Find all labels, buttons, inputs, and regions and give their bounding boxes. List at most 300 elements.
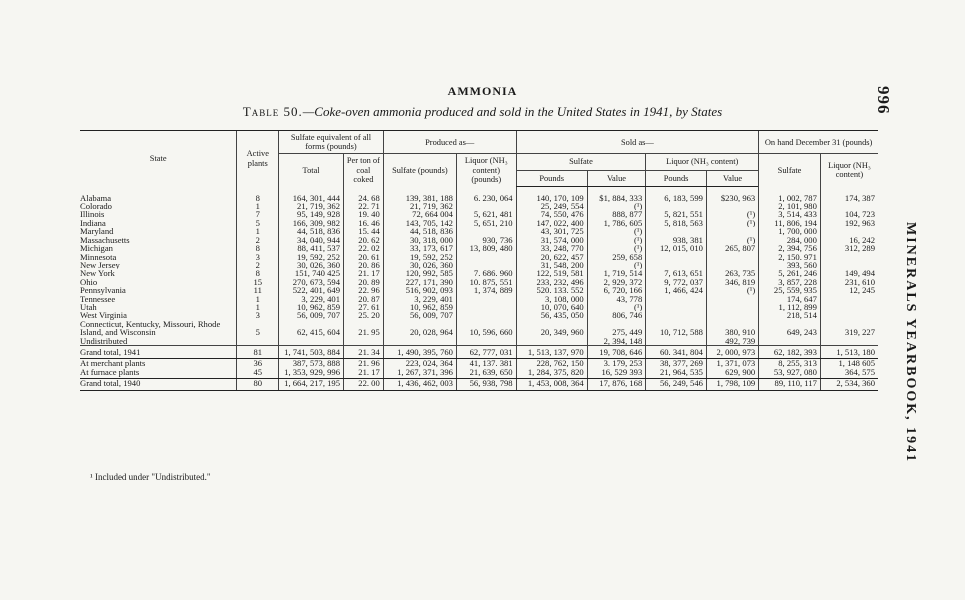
active-plants-cell: 81: [237, 345, 279, 358]
table-label: Table 50.: [242, 104, 303, 119]
sold-sulfate-pounds-cell: 25, 249, 554: [516, 202, 587, 210]
table-row: [80, 269, 878, 277]
sold-liquor-value-cell: [706, 303, 758, 311]
produced-sulfate-cell: 30, 026, 360: [383, 261, 456, 269]
total-cell: 88, 411, 537: [279, 244, 344, 252]
table-caption: —Coke-oven ammonia produced and sold in the United States in 1941, by States: [302, 104, 723, 119]
total-header: Total: [279, 154, 344, 186]
sold-liquor-value-cell: [706, 295, 758, 303]
produced-liquor-cell: 1, 374, 889: [456, 286, 516, 294]
produced-liquor-cell: [456, 311, 516, 319]
section-heading: AMMONIA: [447, 84, 518, 98]
spacer-cell: [759, 186, 821, 194]
sold-liquor-pounds-cell: 56, 249, 546: [646, 379, 707, 390]
state-cell: Connecticut, Kentucky, Missouri, Rhode Island, and Wisconsin: [80, 319, 221, 337]
sold-sulfate-value-cell: 19, 708, 646: [587, 345, 646, 358]
table-row: [80, 227, 878, 235]
grand-total-1940-row: [80, 379, 878, 390]
on-hand-liquor-cell: [820, 202, 878, 210]
sold-sulfate-header: Sulfate: [516, 154, 646, 170]
total-cell: 1, 353, 929, 996: [279, 368, 344, 379]
per-ton-cell: 21. 96: [344, 359, 384, 368]
table-row: [80, 244, 878, 252]
per-ton-cell: 27. 61: [344, 303, 384, 311]
sold-sulfate-pounds-cell: 31, 574, 000: [516, 236, 587, 244]
sold-liquor-pounds-cell: [646, 261, 707, 269]
active-plants-cell: 3: [237, 311, 279, 319]
sold-sulfate-value-header: Value: [587, 170, 646, 186]
state-cell: New York: [80, 269, 115, 278]
produced-sulfate-header: Sulfate (pounds): [383, 154, 456, 186]
on-hand-sulfate-cell: 1, 002, 787: [759, 194, 821, 202]
produced-liquor-cell: [456, 303, 516, 311]
active-plants-cell: 1: [237, 295, 279, 303]
sold-sulfate-pounds-cell: 43, 301, 725: [516, 227, 587, 235]
total-cell: 3, 229, 401: [279, 295, 344, 303]
sold-liquor-value-cell: (¹): [706, 210, 758, 218]
sold-liquor-pounds-cell: 10, 712, 588: [646, 320, 707, 337]
spacer-cell: [80, 186, 237, 194]
produced-liquor-cell: [456, 337, 516, 346]
on-hand-sulfate-cell: 53, 927, 080: [759, 368, 821, 379]
produced-sulfate-cell: 56, 009, 707: [383, 311, 456, 319]
sold-liquor-pounds-cell: 7, 613, 651: [646, 269, 707, 277]
per-ton-cell: 20. 87: [344, 295, 384, 303]
on-hand-liquor-cell: 149, 494: [820, 269, 878, 277]
state-cell: Michigan: [80, 244, 113, 253]
per-ton-cell: 21. 17: [344, 368, 384, 379]
on-hand-liquor-cell: 364, 575: [820, 368, 878, 379]
active-plants-cell: 80: [237, 379, 279, 390]
on-hand-sulfate-cell: 174, 647: [759, 295, 821, 303]
sold-liquor-pounds-header: Pounds: [646, 170, 707, 186]
produced-liquor-cell: 6. 230, 064: [456, 194, 516, 202]
sold-sulfate-value-cell: 2, 929, 372: [587, 278, 646, 286]
state-cell: Alabama: [80, 193, 112, 203]
table-row: [80, 278, 878, 286]
sold-sulfate-pounds-header: Pounds: [516, 170, 587, 186]
active-plants-cell: 2: [237, 236, 279, 244]
produced-sulfate-cell: 1, 267, 371, 396: [383, 368, 456, 379]
produced-sulfate-cell: 19, 592, 252: [383, 253, 456, 261]
produced-liquor-cell: 7. 686. 960: [456, 269, 516, 277]
active-plants-cell: 1: [237, 303, 279, 311]
total-cell: 387, 573, 888: [279, 359, 344, 368]
per-ton-cell: 21. 34: [344, 345, 384, 358]
sold-sulfate-pounds-cell: 233, 232, 496: [516, 278, 587, 286]
on-hand-header: On hand December 31 (pounds): [759, 131, 878, 154]
sold-liquor-pounds-cell: [646, 227, 707, 235]
footnote: ¹ Included under "Undistributed.": [90, 472, 211, 482]
on-hand-sulfate-cell: 8, 255, 313: [759, 359, 821, 368]
produced-sulfate-cell: 33, 173, 617: [383, 244, 456, 252]
sold-liquor-pounds-cell: 21, 964, 535: [646, 368, 707, 379]
active-plants-cell: 1: [237, 202, 279, 210]
table-row: [80, 194, 878, 202]
on-hand-liquor-cell: 16, 242: [820, 236, 878, 244]
produced-liquor-cell: 62, 777, 031: [456, 345, 516, 358]
active-plants-cell: 7: [237, 210, 279, 218]
sold-liquor-value-cell: 263, 735: [706, 269, 758, 277]
produced-liquor-cell: 13, 809, 480: [456, 244, 516, 252]
on-hand-sulfate-cell: 1, 700, 000: [759, 227, 821, 235]
sold-liquor-value-cell: 265, 807: [706, 244, 758, 252]
sold-liquor-pounds-cell: 6, 183, 599: [646, 194, 707, 202]
page-number: 996: [874, 86, 893, 115]
sold-sulfate-value-cell: 275, 449: [587, 320, 646, 337]
active-plants-cell: [237, 337, 279, 346]
sold-sulfate-pounds-cell: 122, 519, 581: [516, 269, 587, 277]
active-plants-cell: 5: [237, 320, 279, 337]
state-cell: Utah: [80, 302, 97, 312]
produced-sulfate-cell: 3, 229, 401: [383, 295, 456, 303]
sold-liquor-value-cell: 2, 000, 973: [706, 345, 758, 358]
sulfate-equivalent-header: Sulfate equivalent of all forms (pounds): [279, 131, 384, 154]
sold-liquor-pounds-cell: 5, 821, 551: [646, 210, 707, 218]
state-cell: Tennessee: [80, 294, 116, 303]
spacer-cell: [237, 186, 279, 194]
on-hand-liquor-cell: [820, 261, 878, 269]
sold-sulfate-pounds-cell: 147, 022, 400: [516, 219, 587, 227]
produced-liquor-cell: 5, 621, 481: [456, 210, 516, 218]
sold-liquor-value-cell: (¹): [706, 286, 758, 294]
active-plants-cell: 8: [237, 194, 279, 202]
per-ton-cell: 22. 02: [344, 244, 384, 252]
on-hand-liquor-header: Liquor (NH₃ content): [820, 154, 878, 186]
per-ton-cell: 20. 89: [344, 278, 384, 286]
merchant-plants-row: [80, 359, 878, 368]
on-hand-sulfate-cell: 25, 559, 935: [759, 286, 821, 294]
produced-liquor-cell: 56, 938, 798: [456, 379, 516, 390]
table-row: [80, 219, 878, 227]
sold-liquor-pounds-cell: 9, 772, 037: [646, 278, 707, 286]
sold-sulfate-pounds-cell: 140, 170, 109: [516, 194, 587, 202]
sold-sulfate-value-cell: 43, 778: [587, 295, 646, 303]
produced-liquor-cell: 21, 639, 650: [456, 368, 516, 379]
produced-liquor-cell: [456, 261, 516, 269]
sold-liquor-value-cell: (¹): [706, 236, 758, 244]
spacer-cell: [646, 186, 707, 194]
on-hand-liquor-cell: [820, 303, 878, 311]
on-hand-sulfate-cell: 218, 514: [759, 311, 821, 319]
total-cell: 56, 009, 707: [279, 311, 344, 319]
active-plants-cell: 1: [237, 227, 279, 235]
sold-sulfate-pounds-cell: 1, 513, 137, 970: [516, 345, 587, 358]
produced-sulfate-cell: 223, 024, 364: [383, 359, 456, 368]
sold-liquor-pounds-cell: [646, 253, 707, 261]
total-cell: 10, 962, 859: [279, 303, 344, 311]
sold-liquor-pounds-cell: [646, 311, 707, 319]
total-cell: 164, 301, 444: [279, 194, 344, 202]
active-plants-header: Active plants: [237, 131, 279, 187]
table-row: [80, 337, 878, 346]
per-ton-cell: 24. 68: [344, 194, 384, 202]
sold-as-header: Sold as—: [516, 131, 759, 154]
produced-sulfate-cell: 1, 490, 395, 760: [383, 345, 456, 358]
produced-as-header: Produced as—: [383, 131, 516, 154]
sold-sulfate-pounds-cell: 1, 453, 008, 364: [516, 379, 587, 390]
sold-liquor-pounds-cell: [646, 295, 707, 303]
state-cell: Undistributed: [80, 336, 128, 346]
sold-liquor-value-cell: 629, 900: [706, 368, 758, 379]
state-cell: Colorado: [80, 202, 112, 211]
per-ton-cell: 25. 20: [344, 311, 384, 319]
state-cell: Massachusetts: [80, 235, 130, 245]
on-hand-liquor-cell: 2, 534, 360: [820, 379, 878, 390]
produced-sulfate-cell: [383, 337, 456, 346]
sold-sulfate-value-cell: 16, 529 393: [587, 368, 646, 379]
sold-sulfate-pounds-cell: 228, 762, 150: [516, 359, 587, 368]
total-cell: 151, 740 425: [279, 269, 344, 277]
sold-sulfate-pounds-cell: 31, 548, 200: [516, 261, 587, 269]
per-ton-cell: 20. 61: [344, 253, 384, 261]
total-cell: 1, 741, 503, 884: [279, 345, 344, 358]
produced-sulfate-cell: 139, 381, 188: [383, 194, 456, 202]
table-row: [80, 253, 878, 261]
spacer-cell: [456, 186, 516, 194]
per-ton-cell: 20. 62: [344, 236, 384, 244]
sold-sulfate-value-cell: (¹): [587, 236, 646, 244]
on-hand-liquor-cell: [820, 253, 878, 261]
on-hand-sulfate-cell: 89, 110, 117: [759, 379, 821, 390]
table-row: [80, 261, 878, 269]
total-cell: 62, 415, 604: [279, 320, 344, 337]
sold-liquor-value-cell: (¹): [706, 219, 758, 227]
on-hand-sulfate-cell: 2, 394, 756: [759, 244, 821, 252]
per-ton-cell: 21. 95: [344, 320, 384, 337]
on-hand-sulfate-cell: 2, 101, 980: [759, 202, 821, 210]
per-ton-cell: [344, 337, 384, 346]
produced-sulfate-cell: 44, 518, 836: [383, 227, 456, 235]
on-hand-liquor-cell: 312, 289: [820, 244, 878, 252]
on-hand-liquor-cell: [820, 337, 878, 346]
sold-sulfate-value-cell: 3. 179, 253: [587, 359, 646, 368]
per-ton-cell: 22. 00: [344, 379, 384, 390]
sold-sulfate-pounds-cell: 20, 349, 960: [516, 320, 587, 337]
sold-sulfate-pounds-cell: 10, 070, 640: [516, 303, 587, 311]
spacer-row: [80, 186, 878, 194]
produced-liquor-header: Liquor (NH₃ content) (pounds): [456, 154, 516, 186]
sold-sulfate-value-cell: $1, 884, 333: [587, 194, 646, 202]
sold-sulfate-value-cell: (¹): [587, 303, 646, 311]
sold-sulfate-value-cell: (¹): [587, 261, 646, 269]
total-cell: 522, 401, 649: [279, 286, 344, 294]
state-cell: Illinois: [80, 210, 105, 219]
on-hand-liquor-cell: 231, 610: [820, 278, 878, 286]
table-row: [80, 320, 878, 337]
sold-sulfate-value-cell: (¹): [587, 202, 646, 210]
grand-total-1941-row: [80, 345, 878, 358]
produced-liquor-cell: 10, 596, 660: [456, 320, 516, 337]
state-cell: At merchant plants: [80, 358, 146, 368]
on-hand-liquor-cell: 12, 245: [820, 286, 878, 294]
produced-liquor-cell: [456, 202, 516, 210]
on-hand-sulfate-cell: 393, 560: [759, 261, 821, 269]
total-cell: 270, 673, 594: [279, 278, 344, 286]
sold-liquor-pounds-cell: [646, 303, 707, 311]
state-cell: Grand total, 1941: [80, 345, 237, 358]
produced-liquor-cell: [456, 253, 516, 261]
state-cell: At furnace plants: [80, 368, 237, 379]
per-ton-cell: 22. 71: [344, 202, 384, 210]
state-header: State: [80, 131, 237, 187]
on-hand-sulfate-cell: 1, 112, 899: [759, 303, 821, 311]
sold-liquor-pounds-cell: [646, 202, 707, 210]
produced-sulfate-cell: 1, 436, 462, 003: [383, 379, 456, 390]
on-hand-sulfate-cell: 3, 857, 228: [759, 278, 821, 286]
sold-sulfate-pounds-cell: 20, 622, 457: [516, 253, 587, 261]
sold-liquor-value-cell: [706, 227, 758, 235]
active-plants-cell: 8: [237, 269, 279, 277]
table-row: [80, 303, 878, 311]
data-table: [80, 130, 878, 391]
produced-liquor-cell: 10. 875, 551: [456, 278, 516, 286]
per-ton-cell: 16. 46: [344, 219, 384, 227]
total-cell: [279, 337, 344, 346]
sold-sulfate-value-cell: (¹): [587, 227, 646, 235]
sold-sulfate-pounds-cell: 56, 435, 050: [516, 311, 587, 319]
active-plants-cell: 8: [237, 244, 279, 252]
produced-liquor-cell: 41, 137. 381: [456, 359, 516, 368]
per-ton-cell: 21. 17: [344, 269, 384, 277]
produced-sulfate-cell: 72, 664 004: [383, 210, 456, 218]
spacer-cell: [383, 186, 456, 194]
produced-sulfate-cell: 20, 028, 964: [383, 320, 456, 337]
produced-sulfate-cell: 21, 719, 362: [383, 202, 456, 210]
on-hand-liquor-cell: 1, 148 605: [820, 359, 878, 368]
sold-liquor-value-cell: 346, 819: [706, 278, 758, 286]
total-cell: 30, 026, 360: [279, 261, 344, 269]
produced-sulfate-cell: 516, 902, 093: [383, 286, 456, 294]
produced-sulfate-cell: 227, 171, 390: [383, 278, 456, 286]
on-hand-sulfate-header: Sulfate: [759, 154, 821, 186]
produced-liquor-cell: 5, 651, 210: [456, 219, 516, 227]
total-cell: 21, 719, 362: [279, 202, 344, 210]
spacer-cell: [587, 186, 646, 194]
state-cell: Maryland: [80, 227, 114, 236]
sold-liquor-value-cell: [706, 202, 758, 210]
on-hand-sulfate-cell: 3, 514, 433: [759, 210, 821, 218]
total-cell: 166, 309, 982: [279, 219, 344, 227]
on-hand-sulfate-cell: 5, 261, 246: [759, 269, 821, 277]
table-body: [80, 186, 878, 390]
sold-liquor-value-cell: [706, 253, 758, 261]
sold-sulfate-value-cell: 17, 876, 168: [587, 379, 646, 390]
per-ton-cell: 19. 40: [344, 210, 384, 218]
active-plants-cell: 3: [237, 253, 279, 261]
sold-liquor-header: Liquor (NH₃ content): [646, 154, 759, 170]
per-ton-cell: 22. 96: [344, 286, 384, 294]
state-cell: Ohio: [80, 277, 98, 287]
table-row: [80, 311, 878, 319]
sold-sulfate-pounds-cell: 74, 550, 476: [516, 210, 587, 218]
sold-sulfate-pounds-cell: 1, 284, 375, 820: [516, 368, 587, 379]
active-plants-cell: 36: [237, 359, 279, 368]
sold-liquor-pounds-cell: [646, 337, 707, 346]
on-hand-liquor-cell: 319, 227: [820, 320, 878, 337]
sold-liquor-value-cell: [706, 311, 758, 319]
sold-sulfate-value-cell: 1, 786, 605: [587, 219, 646, 227]
sold-sulfate-value-cell: (¹): [587, 244, 646, 252]
spacer-cell: [279, 186, 344, 194]
produced-liquor-cell: [456, 227, 516, 235]
produced-sulfate-cell: 120, 992, 585: [383, 269, 456, 277]
active-plants-cell: 11: [237, 286, 279, 294]
total-cell: 95, 149, 928: [279, 210, 344, 218]
sold-liquor-value-cell: $230, 963: [706, 194, 758, 202]
total-cell: 34, 040, 944: [279, 236, 344, 244]
active-plants-cell: 2: [237, 261, 279, 269]
sold-liquor-value-cell: 1, 798, 109: [706, 379, 758, 390]
sold-liquor-pounds-cell: 5, 818, 563: [646, 219, 707, 227]
active-plants-cell: 45: [237, 368, 279, 379]
produced-liquor-cell: [456, 295, 516, 303]
on-hand-liquor-cell: 104, 723: [820, 210, 878, 218]
spacer-cell: [820, 186, 878, 194]
sold-liquor-value-cell: 492, 739: [706, 337, 758, 346]
sold-sulfate-pounds-cell: 33, 248, 770: [516, 244, 587, 252]
sold-liquor-pounds-cell: 60. 341, 804: [646, 345, 707, 358]
per-ton-cell: 20. 86: [344, 261, 384, 269]
on-hand-liquor-cell: 1, 513, 180: [820, 345, 878, 358]
on-hand-sulfate-cell: 2, 150. 971: [759, 253, 821, 261]
spacer-cell: [516, 186, 587, 194]
table-row: [80, 295, 878, 303]
state-cell: Grand total, 1940: [80, 379, 237, 390]
on-hand-liquor-cell: [820, 227, 878, 235]
furnace-plants-row: [80, 368, 878, 379]
sold-liquor-value-cell: 380, 910: [706, 320, 758, 337]
spacer-cell: [706, 186, 758, 194]
table-row: [80, 286, 878, 294]
sold-sulfate-value-cell: 1, 719, 514: [587, 269, 646, 277]
produced-sulfate-cell: 30, 318, 000: [383, 236, 456, 244]
sold-liquor-pounds-cell: 12, 015, 010: [646, 244, 707, 252]
on-hand-sulfate-cell: 62, 182, 393: [759, 345, 821, 358]
produced-sulfate-cell: 10, 962, 859: [383, 303, 456, 311]
on-hand-sulfate-cell: [759, 337, 821, 346]
total-cell: 44, 518, 836: [279, 227, 344, 235]
sold-sulfate-value-cell: 2, 394, 148: [587, 337, 646, 346]
sold-sulfate-pounds-cell: 520. 133. 552: [516, 286, 587, 294]
sold-liquor-value-cell: 1, 371, 073: [706, 359, 758, 368]
table-row: [80, 236, 878, 244]
table-title: [0, 104, 965, 120]
table-row: [80, 210, 878, 218]
sold-sulfate-pounds-cell: 3, 108, 000: [516, 295, 587, 303]
produced-liquor-cell: 930, 736: [456, 236, 516, 244]
sold-sulfate-value-cell: 259, 658: [587, 253, 646, 261]
sold-sulfate-value-cell: 888, 877: [587, 210, 646, 218]
sold-liquor-pounds-cell: 938, 381: [646, 236, 707, 244]
sold-liquor-value-header: Value: [706, 170, 758, 186]
on-hand-liquor-cell: 174, 387: [820, 194, 878, 202]
state-cell: Pennsylvania: [80, 286, 126, 295]
running-head: MINERALS YEARBOOK, 1941: [903, 222, 918, 464]
active-plants-cell: 15: [237, 278, 279, 286]
on-hand-liquor-cell: 192, 963: [820, 219, 878, 227]
produced-sulfate-cell: 143, 705, 142: [383, 219, 456, 227]
state-cell: Indiana: [80, 218, 106, 228]
table-row: [80, 202, 878, 210]
sold-sulfate-value-cell: 6, 720, 166: [587, 286, 646, 294]
sold-liquor-pounds-cell: 1, 466, 424: [646, 286, 707, 294]
sold-sulfate-value-cell: 806, 746: [587, 311, 646, 319]
per-ton-cell: 15. 44: [344, 227, 384, 235]
per-ton-header: Per ton of coal coked: [344, 154, 384, 186]
active-plants-cell: 5: [237, 219, 279, 227]
on-hand-sulfate-cell: 284, 000: [759, 236, 821, 244]
